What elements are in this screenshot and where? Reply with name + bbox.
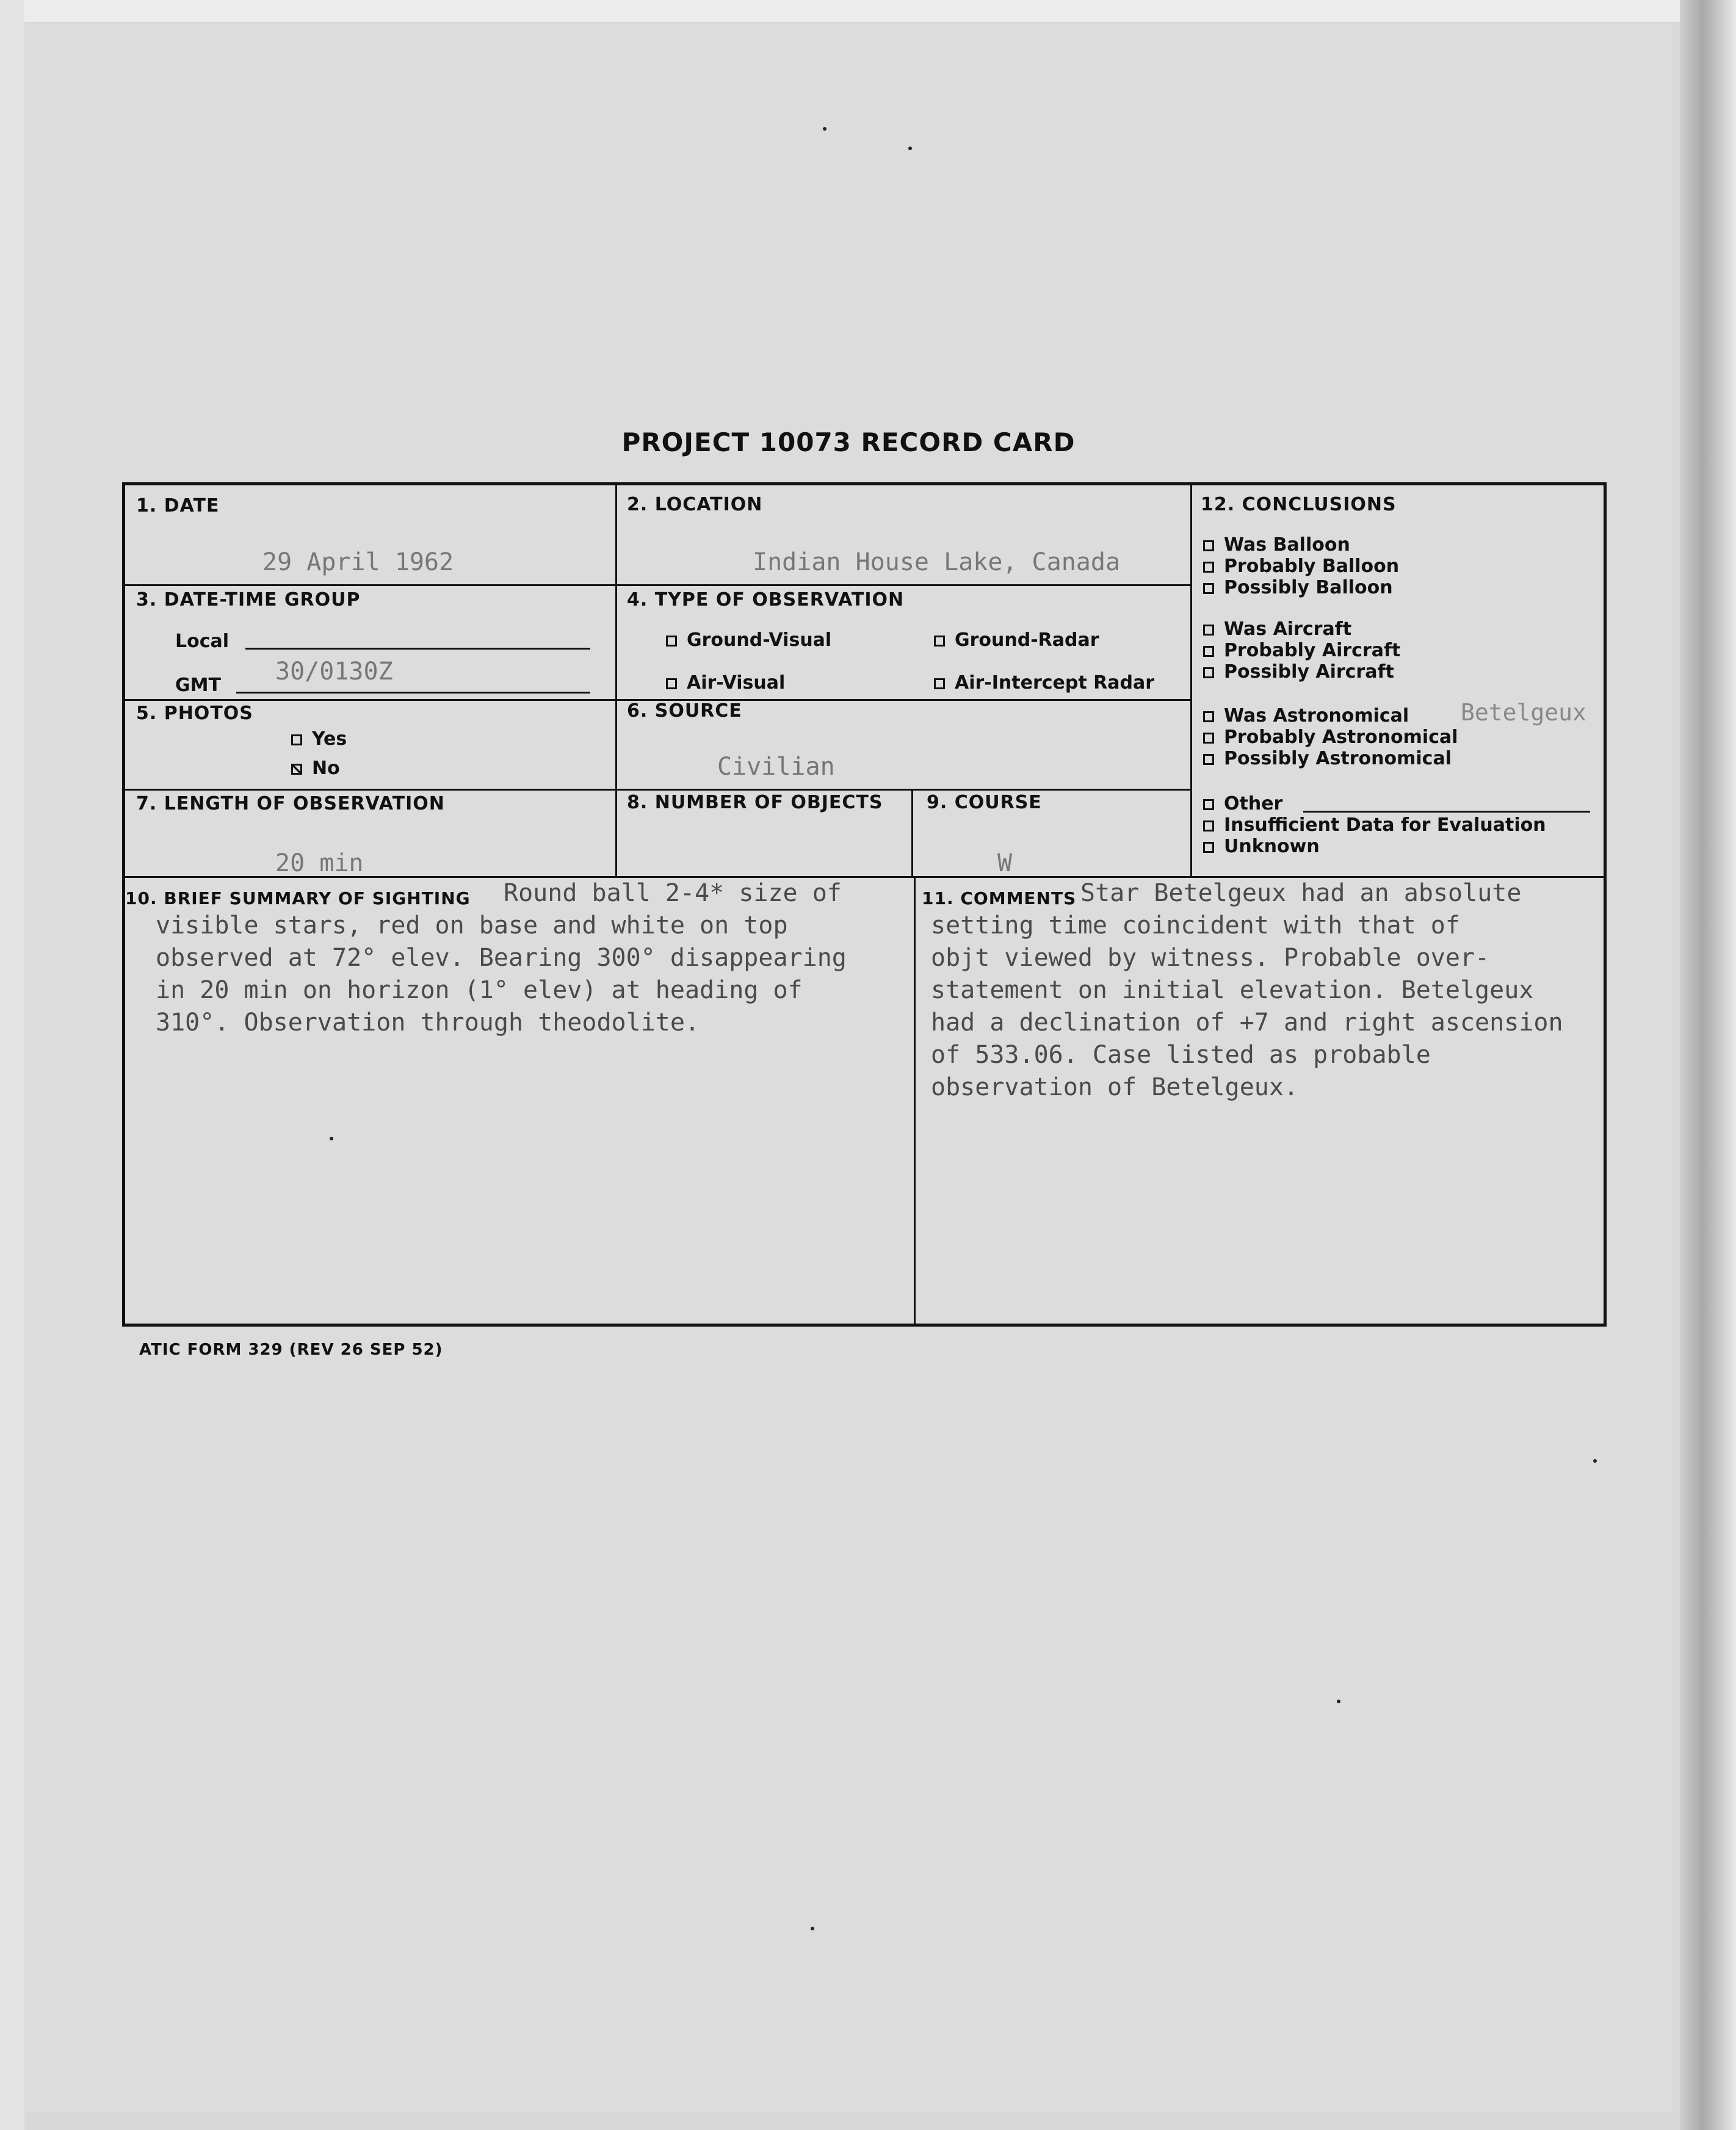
checkbox-icon <box>1203 583 1214 594</box>
film-edge-top <box>0 0 1736 22</box>
checkbox-icon <box>1203 540 1214 551</box>
gmt-label: GMT <box>175 675 221 696</box>
comments-line-6: of 533.06. Case listed as probable <box>931 1041 1431 1069</box>
divider-course <box>911 789 913 876</box>
concl-possibly-balloon[interactable]: Possibly Balloon <box>1203 577 1393 598</box>
film-edge-right <box>1680 0 1736 2130</box>
concl-unknown[interactable]: Unknown <box>1203 836 1320 857</box>
opt-photos-yes[interactable]: Yes <box>291 728 347 750</box>
course-label: 9. COURSE <box>927 792 1042 813</box>
course-value: W <box>997 849 1013 877</box>
concl-probably-aircraft[interactable]: Probably Aircraft <box>1203 640 1400 661</box>
checkbox-icon <box>1203 754 1214 765</box>
conclusions-label: 12. CONCLUSIONS <box>1201 494 1397 515</box>
film-edge-left <box>0 0 24 2130</box>
length-value: 20 min <box>275 849 364 877</box>
record-card-form <box>122 482 1607 1327</box>
checkbox-icon <box>934 678 945 689</box>
concl-probably-balloon[interactable]: Probably Balloon <box>1203 556 1399 577</box>
date-value: 29 April 1962 <box>262 548 454 576</box>
summary-label: 10. BRIEF SUMMARY OF SIGHTING <box>125 888 471 908</box>
checkbox-checked-icon <box>291 764 302 775</box>
concl-possibly-astronomical[interactable]: Possibly Astronomical <box>1203 748 1452 769</box>
opt-air-intercept-radar[interactable]: Air-Intercept Radar <box>934 672 1154 694</box>
checkbox-icon <box>1203 842 1214 853</box>
comments-line-4: statement on initial elevation. Betelgeux <box>931 976 1534 1004</box>
film-speck <box>823 127 826 131</box>
film-speck <box>330 1137 333 1140</box>
page-title: PROJECT 10073 RECORD CARD <box>621 427 1076 457</box>
objects-label: 8. NUMBER OF OBJECTS <box>627 792 883 813</box>
film-speck <box>1337 1700 1340 1703</box>
date-label: 1. DATE <box>136 495 220 516</box>
opt-photos-no[interactable]: No <box>291 758 340 779</box>
divider-left <box>615 485 617 876</box>
opt-air-visual[interactable]: Air-Visual <box>666 672 785 694</box>
concl-insufficient-data[interactable]: Insufficient Data for Evaluation <box>1203 814 1546 836</box>
opt-ground-radar[interactable]: Ground-Radar <box>934 629 1099 651</box>
form-identifier: ATIC FORM 329 (REV 26 SEP 52) <box>139 1341 443 1359</box>
concl-was-aircraft[interactable]: Was Aircraft <box>1203 618 1351 640</box>
film-speck <box>908 147 912 150</box>
source-label: 6. SOURCE <box>627 700 742 722</box>
other-underline <box>1303 811 1590 813</box>
location-value: Indian House Lake, Canada <box>753 548 1121 576</box>
film-speck <box>1593 1459 1597 1463</box>
checkbox-icon <box>1203 733 1214 744</box>
row-line-1 <box>125 584 1192 586</box>
summary-line-1: Round ball 2-4* size of <box>504 879 842 907</box>
concl-probably-astronomical[interactable]: Probably Astronomical <box>1203 726 1458 748</box>
gmt-value: 30/0130Z <box>275 657 393 686</box>
summary-line-4: in 20 min on horizon (1° elev) at heading of <box>156 976 803 1004</box>
summary-line-3: observed at 72° elev. Bearing 300° disappearing <box>156 944 847 972</box>
row-line-3 <box>125 789 1192 791</box>
comments-label: 11. COMMENTS <box>922 888 1077 908</box>
length-label: 7. LENGTH OF OBSERVATION <box>136 793 445 814</box>
checkbox-icon <box>1203 646 1214 657</box>
concl-was-balloon[interactable]: Was Balloon <box>1203 534 1350 556</box>
type-label: 4. TYPE OF OBSERVATION <box>627 589 905 610</box>
checkbox-icon <box>1203 667 1214 678</box>
comments-line-2: setting time coincident with that of <box>931 911 1460 940</box>
location-label: 2. LOCATION <box>627 494 763 515</box>
comments-line-7: observation of Betelgeux. <box>931 1073 1299 1101</box>
summary-line-5: 310°. Observation through theodolite. <box>156 1009 700 1037</box>
opt-ground-visual[interactable]: Ground-Visual <box>666 629 831 651</box>
checkbox-icon <box>666 636 677 647</box>
concl-was-astronomical[interactable]: Was Astronomical <box>1203 705 1409 726</box>
astronomical-note: Betelgeux <box>1461 699 1586 726</box>
concl-other[interactable]: Other <box>1203 793 1282 814</box>
checkbox-icon <box>291 734 302 745</box>
local-label: Local <box>175 631 230 652</box>
concl-possibly-aircraft[interactable]: Possibly Aircraft <box>1203 661 1394 683</box>
checkbox-icon <box>666 678 677 689</box>
source-value: Civilian <box>717 753 835 781</box>
photos-label: 5. PHOTOS <box>136 703 253 724</box>
dtg-label: 3. DATE-TIME GROUP <box>136 589 361 610</box>
checkbox-icon <box>1203 562 1214 573</box>
checkbox-icon <box>1203 711 1214 722</box>
checkbox-icon <box>1203 625 1214 636</box>
checkbox-icon <box>1203 799 1214 810</box>
comments-line-1: Star Betelgeux had an absolute <box>1080 879 1522 907</box>
divider-mid <box>1190 485 1192 876</box>
gmt-underline <box>236 692 590 694</box>
summary-line-2: visible stars, red on base and white on top <box>156 911 788 940</box>
film-speck <box>811 1927 814 1930</box>
checkbox-icon <box>934 636 945 647</box>
local-underline <box>245 648 590 650</box>
checkbox-icon <box>1203 820 1214 831</box>
divider-bottom <box>914 876 916 1327</box>
comments-line-5: had a declination of +7 and right ascension <box>931 1009 1563 1037</box>
comments-line-3: objt viewed by witness. Probable over- <box>931 944 1490 972</box>
